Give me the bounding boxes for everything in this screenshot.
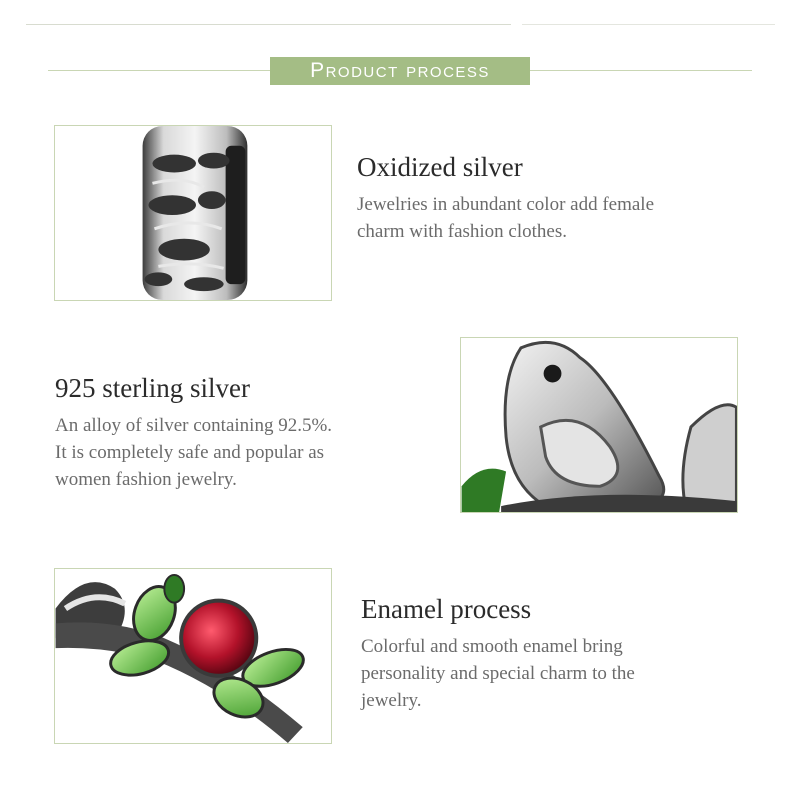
section-title: Oxidized silver bbox=[357, 152, 523, 182]
description-line: It is completely safe and popular as bbox=[55, 442, 325, 463]
description-line: An alloy of silver containing 92.5%. bbox=[55, 415, 333, 436]
description-line: charm with fashion clothes. bbox=[357, 221, 568, 242]
description-line: Jewelries in abundant color add female bbox=[357, 194, 655, 215]
section-oxidized-silver bbox=[357, 151, 767, 245]
oxidized-silver-image bbox=[54, 125, 332, 301]
top-divider-left bbox=[26, 24, 511, 25]
description-line: personality and special charm to the bbox=[361, 663, 635, 684]
section-enamel-process bbox=[361, 593, 771, 714]
enamel-process-image bbox=[54, 568, 332, 744]
bird-charm-picture bbox=[461, 338, 737, 512]
section-description bbox=[357, 191, 767, 245]
sterling-silver-image bbox=[460, 337, 738, 513]
description-line: jewelry. bbox=[361, 690, 422, 711]
section-banner bbox=[270, 57, 530, 85]
section-description bbox=[361, 633, 771, 714]
section-description bbox=[55, 412, 445, 493]
banner-title: Product process bbox=[310, 59, 490, 82]
top-divider-right bbox=[522, 24, 775, 25]
banner-rule-left bbox=[48, 70, 270, 71]
section-title: 925 sterling silver bbox=[55, 373, 250, 403]
section-sterling-silver bbox=[55, 372, 445, 493]
leaf-spacer-charm-picture bbox=[55, 126, 331, 300]
description-line: women fashion jewelry. bbox=[55, 469, 237, 490]
description-line: Colorful and smooth enamel bring bbox=[361, 636, 623, 657]
enamel-flower-charm-picture bbox=[55, 569, 331, 743]
banner-rule-right bbox=[530, 70, 752, 71]
section-title: Enamel process bbox=[361, 594, 532, 624]
